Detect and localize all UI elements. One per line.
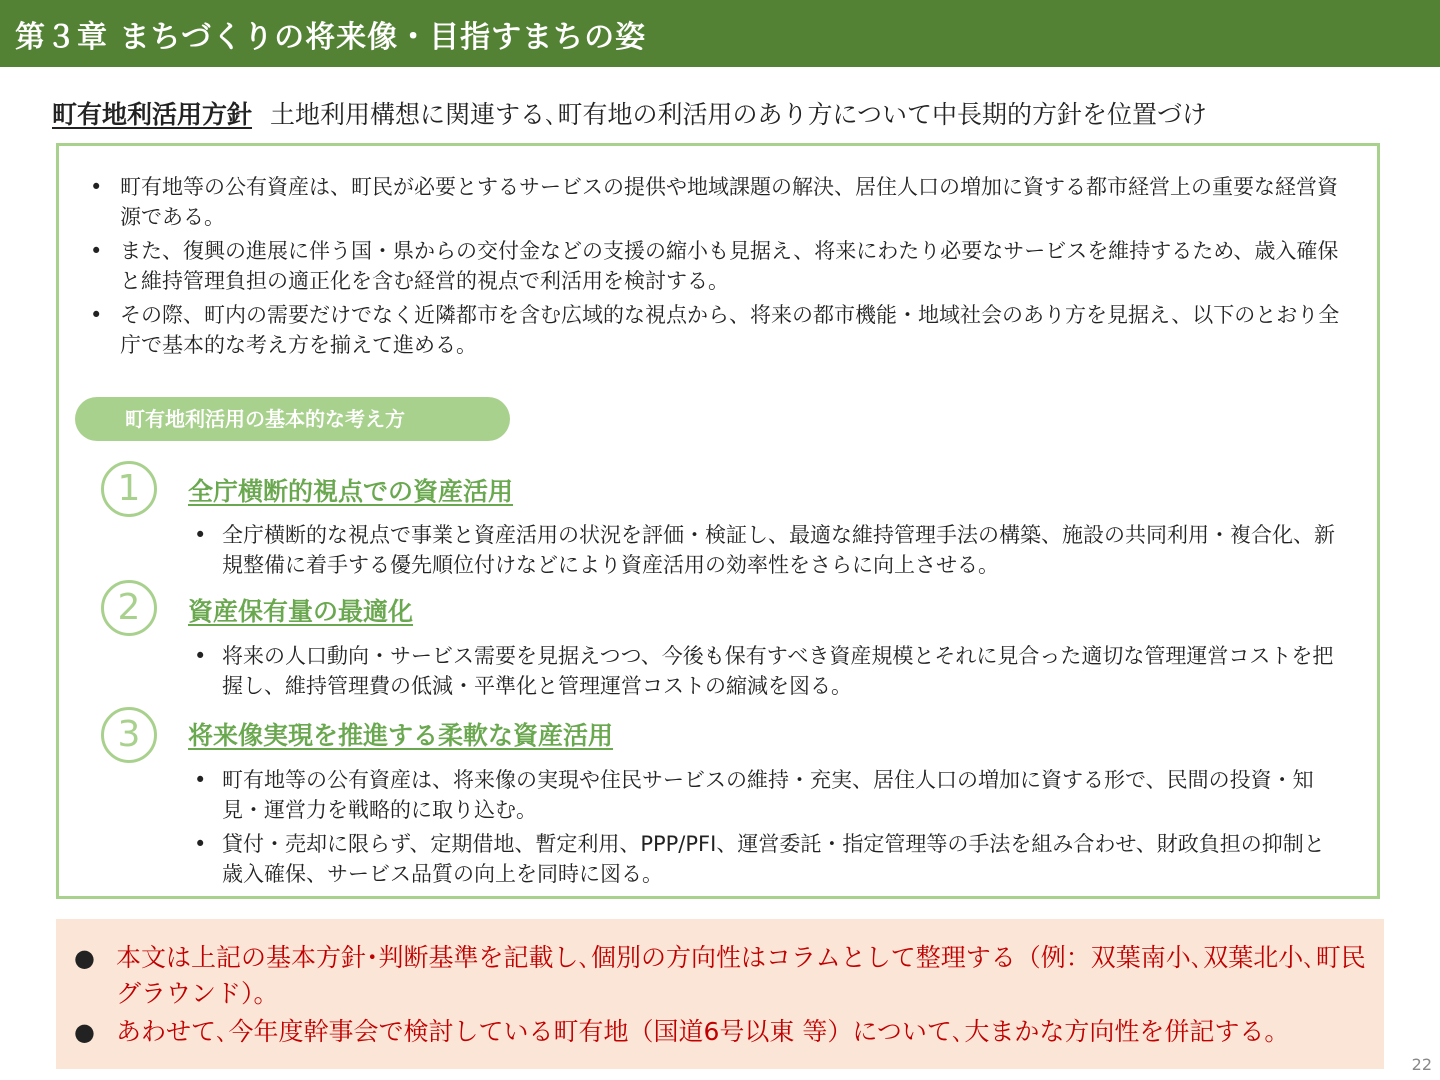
section-1-bullets <box>190 520 1340 584</box>
section-bullet-item <box>190 829 1340 889</box>
bullet-icon: • <box>90 175 103 199</box>
intro-bullet-text: その際、町内の需要だけでなく近隣都市を含む広域的な視点から、将来の都市機能・地域社会のあり方を見据え、以下のとおり全庁で基本的な考え方を揃えて進める。 <box>120 303 1340 357</box>
policy-label: 町有地利活用方針 <box>52 100 253 129</box>
chapter-header <box>0 0 1440 67</box>
note-text: あわせて､今年度幹事会で検討している町有地（国道6号以東 等）について､大まかな方向性を併記する。 <box>116 1017 1290 1046</box>
policy-subtitle <box>52 95 1207 131</box>
note-text: 本文は上記の基本方針･判断基準を記載し､個別の方向性はコラムとして整理する（例：双葉南小､双葉北小､町民グラウンド）。 <box>116 943 1366 1008</box>
section-bullet-text: 貸付・売却に限らず、定期借地、暫定利用、PPP/PFI、運営委託・指定管理等の手法を組み合わせ、財政負担の抑制と歳入確保、サービス品質の向上を同時に図る。 <box>222 832 1325 886</box>
intro-bullet-text: 町有地等の公有資産は、町民が必要とするサービスの提供や地域課題の解決、居住人口の増加に資する都市経営上の重要な経営資源である。 <box>120 175 1338 229</box>
section-bullet-item <box>190 520 1340 580</box>
section-title-3: 将来像実現を推進する柔軟な資産活用 <box>188 721 614 750</box>
intro-bullet-item <box>86 172 1356 232</box>
note-item <box>70 1014 1380 1050</box>
intro-bullet-text: また、復興の進展に伴う国・県からの交付金などの支援の縮小も見据え、将来にわたり必要なサービスを維持するため、歳入確保と維持管理負担の適正化を含む経営的視点で利活用を検討する。 <box>120 239 1339 293</box>
section-2-bullets <box>190 641 1340 705</box>
section-number-1: 1 <box>101 461 157 517</box>
section-number-3: 3 <box>101 707 157 763</box>
basic-approach-pill: 町有地利活用の基本的な考え方 <box>75 397 510 441</box>
section-bullet-text: 町有地等の公有資産は、将来像の実現や住民サービスの維持・充実、居住人口の増加に資する形で、民間の投資・知見・運営力を戦略的に取り込む。 <box>222 768 1314 822</box>
page-number: 22 <box>1411 1055 1432 1074</box>
section-bullet-item <box>190 641 1340 701</box>
section-title-1: 全庁横断的視点での資産活用 <box>188 477 514 506</box>
section-3-bullets <box>190 765 1340 893</box>
section-bullet-item <box>190 765 1340 825</box>
section-bullet-text: 全庁横断的な視点で事業と資産活用の状況を評価・検証し、最適な維持管理手法の構築、施設の共同利用・複合化、新規整備に着手する優先順位付けなどにより資産活用の効率性をさらに向上させる。 <box>222 523 1335 577</box>
bullet-icon: ● <box>74 1018 95 1046</box>
bullet-icon: ● <box>74 944 95 972</box>
chapter-title: 第３章 まちづくりの将来像・目指すまちの姿 <box>15 20 647 55</box>
bullet-icon: • <box>194 768 207 792</box>
intro-bullet-list <box>86 172 1356 364</box>
section-title-2: 資産保有量の最適化 <box>188 597 414 626</box>
bullet-icon: • <box>90 239 103 263</box>
intro-bullet-item <box>86 236 1356 296</box>
bullet-icon: • <box>90 303 103 327</box>
notes-list <box>70 940 1380 1052</box>
intro-bullet-item <box>86 300 1356 360</box>
section-bullet-text: 将来の人口動向・サービス需要を見据えつつ、今後も保有すべき資産規模とそれに見合った適切な管理運営コストを把握し、維持管理費の低減・平準化と管理運営コストの縮減を図る。 <box>222 644 1334 698</box>
bullet-icon: • <box>194 523 207 547</box>
section-number-2: 2 <box>101 580 157 636</box>
note-item <box>70 940 1380 1012</box>
bullet-icon: • <box>194 644 207 668</box>
policy-description: 土地利用構想に関連する､町有地の利活用のあり方について中長期的方針を位置づけ <box>270 100 1208 129</box>
bullet-icon: • <box>194 832 207 856</box>
